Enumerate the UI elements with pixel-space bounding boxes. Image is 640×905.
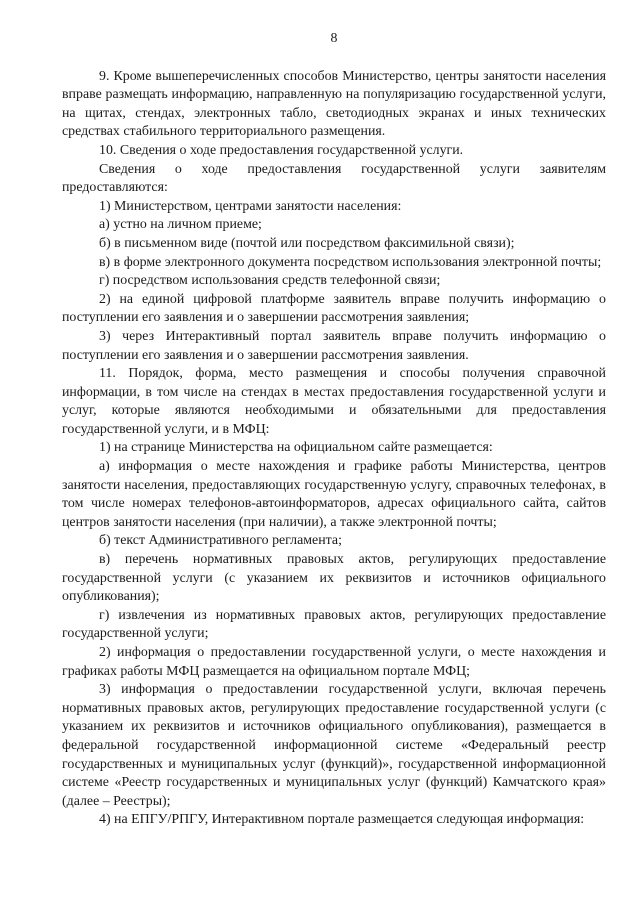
paragraph-9: 9. Кроме вышеперечисленных способов Министерство, центры занятости населения вправе размещать информацию, направленную на популяризацию государственной услуги, на щитах, стендах, электронных табло, светодиодных экранах и иных технических средствах стабильного территориального размещения. (62, 68, 606, 140)
paragraph-11-item-1a: а) информация о месте нахождения и графике работы Министерства, центров занятости населения, предоставляющих государственную услугу, справочных телефонах, в том числе номерах телефонов-автоинформаторов, адресах официального сайта, сайтов центров занятости населения (при наличии), а также электронной почты; (62, 459, 606, 530)
paragraph-11-item-3: 3) информация о предоставлении государственной услуги, включая перечень нормативных правовых актов, регулирующих предоставление государственной услуги (с указанием их реквизитов и источников официального опубликования), размещается в федеральной государственной информационной системе «Федеральный реестр государственных и муниципальных услуг (функций)», государственной информационной системе «Реестр государственных и муниципальных услуг (функций) Камчатского края» (далее – Реестры); (62, 682, 606, 809)
paragraph-10-item-1a: а) устно на личном приеме; (99, 217, 262, 233)
paragraph-10-item-1: 1) Министерством, центрами занятости населения: (99, 198, 402, 214)
paragraph-11-item-1c: в) перечень нормативных правовых актов, регулирующих предоставление государственной услуги (с указанием их реквизитов и источников официального опубликования); (62, 552, 606, 605)
paragraph-11-item-1: 1) на странице Министерства на официальном сайте размещается: (99, 440, 493, 456)
paragraph-10: 10. Сведения о ходе предоставления государственной услуги. (99, 142, 464, 158)
paragraph-10-item-1b: б) в письменном виде (почтой или посредством факсимильной связи); (99, 235, 515, 251)
paragraph-10-item-2: 2) на единой цифровой платформе заявитель вправе получить информацию о поступлении его заявления и о завершении рассмотрения заявления; (62, 291, 606, 326)
page-number: 8 (330, 31, 338, 46)
paragraph-10-item-1c: в) в форме электронного документа посредством использования электронной почты; (99, 254, 602, 270)
paragraph-11-item-4: 4) на ЕПГУ/РПГУ, Интерактивном портале размещается следующая информация: (99, 812, 585, 828)
paragraph-11-item-1d: г) извлечения из нормативных правовых актов, регулирующих предоставление государственной услуги; (62, 607, 606, 642)
paragraph-11: 11. Порядок, форма, место размещения и способы получения справочной информации, в том числе на стендах в местах предоставления государственной услуги и услуг, которые являются необходимыми и обязательными для предоставления государственной услуги, и в МФЦ: (62, 366, 606, 437)
paragraph-10-item-1d: г) посредством использования средств телефонной связи; (99, 273, 441, 289)
paragraph-11-item-2: 2) информация о предоставлении государственной услуги, о месте нахождения и графиках работы МФЦ размещается на официальном портале МФЦ; (62, 645, 606, 679)
paragraph-11-item-1b: б) текст Административного регламента; (99, 533, 342, 549)
paragraph-10-item-3: 3) через Интерактивный портал заявитель вправе получить информацию о поступлении его заявления и о завершении рассмотрения заявления. (62, 328, 606, 363)
document-page (62, 30, 606, 830)
paragraph-10-intro: Сведения о ходе предоставления государственной услуги заявителям предоставляются: (62, 161, 606, 196)
